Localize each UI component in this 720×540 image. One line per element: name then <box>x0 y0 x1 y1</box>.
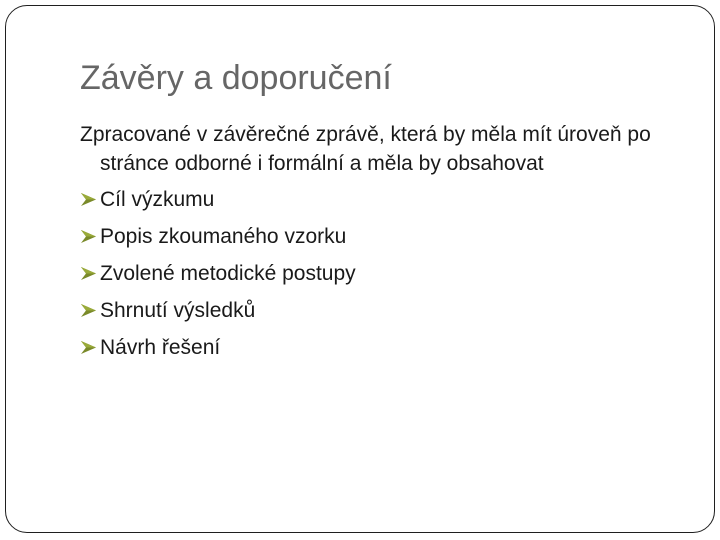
bullet-text: Návrh řešení <box>100 336 221 359</box>
bullet-text: Popis zkoumaného vzorku <box>100 225 347 248</box>
bullet-item <box>80 181 680 218</box>
bullet-text: Cíl výzkumu <box>100 188 215 211</box>
bullet-item <box>80 292 680 329</box>
bullet-list <box>80 181 680 366</box>
bullet-text: Zvolené metodické postupy <box>100 262 356 285</box>
arrow-bullet-icon <box>80 339 97 356</box>
intro-paragraph: Zpracované v závěrečné zprávě, která by měla mít úroveň po stránce odborné i formální a měla by obsahovat <box>80 123 651 175</box>
arrow-bullet-icon <box>80 302 97 319</box>
bullet-text: Shrnutí výsledků <box>100 299 256 322</box>
bullet-item <box>80 329 680 366</box>
arrow-bullet-icon <box>80 191 97 208</box>
arrow-bullet-icon <box>80 265 97 282</box>
arrow-bullet-icon <box>80 228 97 245</box>
bullet-item <box>80 218 680 255</box>
bullet-item <box>80 255 680 292</box>
slide-body <box>80 120 680 366</box>
slide-title: Závěry a doporučení <box>80 59 392 97</box>
